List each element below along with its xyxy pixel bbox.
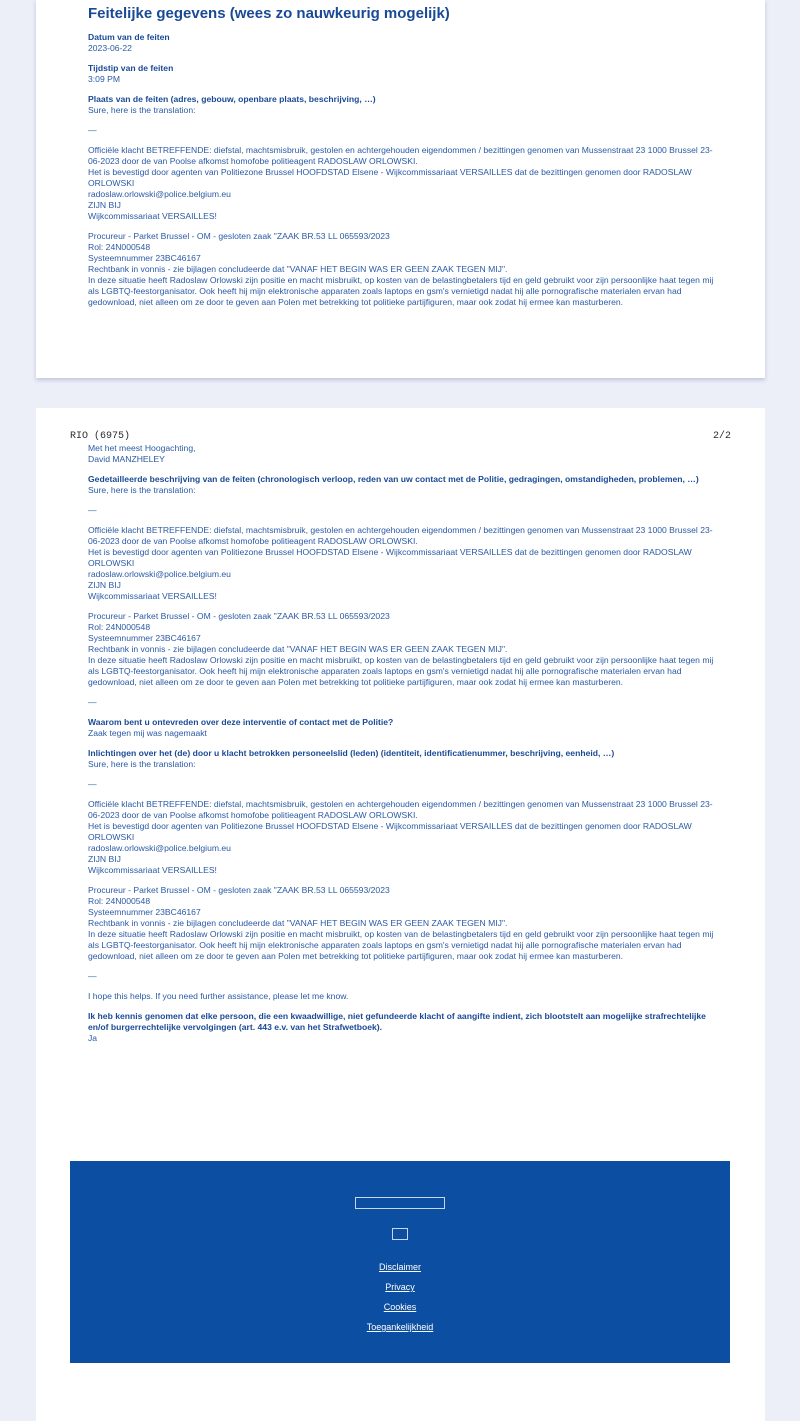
date-label: Datum van de feiten bbox=[88, 32, 170, 42]
acknowledgement-value: Ja bbox=[88, 1033, 98, 1043]
case-details-text: Procureur - Parket Brussel - OM - gesloten zaak "ZAAK BR.53 LL 065593/2023 Rol: 24N000548 Systeemnummer 23BC46167 Rechtbank in vonnis - zie bijlagen concludeerde dat "VANAF HET BEGIN WAS ER GEEN ZAAK TEGEN MIJ". In deze situatie heeft Radoslaw Orlowski zijn positie en macht misbruikt, op kosten van de belastingbetalers tijd en geld gebruikt voor zijn persoonlijke haat tegen mij als LGBTQ-feestorganisator. Ook heeft hij mijn elektronische apparaten zoals laptops en gsm's vernietigd nadat hij alle pornografische materialen ervan had gedownload, niet alleen om ze door te geven aan Polen met betrekking tot politieke partijfiguren, maar ook zodat hij ermee kan masturberen. bbox=[88, 231, 714, 307]
staff-info-intro: Sure, here is the translation: bbox=[88, 759, 196, 769]
acknowledgement-label: Ik heb kennis genomen dat elke persoon, die een kwaadwillige, niet gefundeerde klacht of aangifte indient, zich blootstelt aan mogelijke strafrechtelijke en/of burgerrechtelijke vervolgingen (art. 443 e.v. van het Strafwetboek). bbox=[88, 1011, 706, 1032]
staff-info-label: Inlichtingen over het (de) door u klacht betrokken personeelslid (leden) (identiteit, identificatienummer, beschrijving, eenheid, …) bbox=[88, 748, 615, 758]
page2-content bbox=[88, 443, 720, 1044]
site-footer bbox=[70, 1161, 730, 1363]
footer-image-icon bbox=[392, 1228, 408, 1240]
date-value: 2023-06-22 bbox=[88, 43, 132, 53]
complaint-text: Officiële klacht BETREFFENDE: diefstal, machtsmisbruik, gestolen en achtergehouden eigendommen / bezittingen genomen van Mussenstraat 23 1000 Brussel 23-06-2023 door de van Poolse afkomst homofobe politieagent RADOSLAW ORLOWSKI. Het is bevestigd door agenten van Politiezone Brussel HOOFDSTAD Elsene - Wijkcommissariaat VERSAILLES dat de bezittingen genomen door RADOSLAW ORLOWSKI radoslaw.orlowski@police.belgium.eu ZIJN BIJ Wijkcommissariaat VERSAILLES! bbox=[88, 799, 713, 875]
description-label: Gedetailleerde beschrijving van de feiten (chronologisch verloop, reden van uw contact met de Politie, gedragingen, omstandigheden, problemen, …) bbox=[88, 474, 699, 484]
footer-links bbox=[70, 1257, 730, 1337]
separator-dash: — bbox=[88, 505, 97, 515]
complaint-text: Officiële klacht BETREFFENDE: diefstal, machtsmisbruik, gestolen en achtergehouden eigendommen / bezittingen genomen van Mussenstraat 23 1000 Brussel 23-06-2023 door de van Poolse afkomst homofobe politieagent RADOSLAW ORLOWSKI. Het is bevestigd door agenten van Politiezone Brussel HOOFDSTAD Elsene - Wijkcommissariaat VERSAILLES dat de bezittingen genomen door RADOSLAW ORLOWSKI radoslaw.orlowski@police.belgium.eu ZIJN BIJ Wijkcommissariaat VERSAILLES! bbox=[88, 525, 713, 601]
dissatisfaction-label: Waarom bent u ontevreden over deze interventie of contact met de Politie? bbox=[88, 717, 394, 727]
dissatisfaction-value: Zaak tegen mij was nagemaakt bbox=[88, 728, 207, 738]
case-details-text: Procureur - Parket Brussel - OM - gesloten zaak "ZAAK BR.53 LL 065593/2023 Rol: 24N000548 Systeemnummer 23BC46167 Rechtbank in vonnis - zie bijlagen concludeerde dat "VANAF HET BEGIN WAS ER GEEN ZAAK TEGEN MIJ". In deze situatie heeft Radoslaw Orlowski zijn positie en macht misbruikt, op kosten van de belastingbetalers tijd en geld gebruikt voor zijn persoonlijke haat tegen mij als LGBTQ-feestorganisator. Ook heeft hij mijn elektronische apparaten zoals laptops en gsm's vernietigd nadat hij alle pornografische materialen ervan had gedownload, niet alleen om ze door te geven aan Polen met betrekking tot politieke partijfiguren, maar ook zodat hij ermee kan masturberen. bbox=[88, 611, 714, 687]
reference-number: RIO (6975) bbox=[70, 431, 131, 442]
closing-text: I hope this helps. If you need further assistance, please let me know. bbox=[88, 991, 349, 1001]
section-title: Feitelijke gegevens (wees zo nauwkeurig mogelijk) bbox=[88, 5, 450, 22]
separator-dash: — bbox=[88, 125, 97, 135]
time-value: 3:09 PM bbox=[88, 74, 121, 84]
document-page-1 bbox=[36, 0, 765, 378]
separator-dash: — bbox=[88, 971, 97, 981]
separator-dash: — bbox=[88, 697, 97, 707]
place-label: Plaats van de feiten (adres, gebouw, openbare plaats, beschrijving, …) bbox=[88, 94, 376, 104]
page-number: 2/2 bbox=[712, 431, 731, 442]
privacy-link[interactable]: Privacy bbox=[385, 1282, 415, 1292]
signature: David MANZHELEY bbox=[88, 454, 165, 464]
description-intro: Sure, here is the translation: bbox=[88, 485, 196, 495]
separator-dash: — bbox=[88, 779, 97, 789]
case-details-text: Procureur - Parket Brussel - OM - gesloten zaak "ZAAK BR.53 LL 065593/2023 Rol: 24N000548 Systeemnummer 23BC46167 Rechtbank in vonnis - zie bijlagen concludeerde dat "VANAF HET BEGIN WAS ER GEEN ZAAK TEGEN MIJ". In deze situatie heeft Radoslaw Orlowski zijn positie en macht misbruikt, op kosten van de belastingbetalers tijd en geld gebruikt voor zijn persoonlijke haat tegen mij als LGBTQ-feestorganisator. Ook heeft hij mijn elektronische apparaten zoals laptops en gsm's vernietigd nadat hij alle pornografische materialen ervan had gedownload, niet alleen om ze door te geven aan Polen met betrekking tot politieke partijfiguren, maar ook zodat hij ermee kan masturberen. bbox=[88, 885, 714, 961]
time-label: Tijdstip van de feiten bbox=[88, 63, 174, 73]
place-intro: Sure, here is the translation: bbox=[88, 105, 196, 115]
greeting: Met het meest Hoogachting, bbox=[88, 443, 196, 453]
complaint-text: Officiële klacht BETREFFENDE: diefstal, machtsmisbruik, gestolen en achtergehouden eigendommen / bezittingen genomen van Mussenstraat 23 1000 Brussel 23-06-2023 door de van Poolse afkomst homofobe politieagent RADOSLAW ORLOWSKI. Het is bevestigd door agenten van Politiezone Brussel HOOFDSTAD Elsene - Wijkcommissariaat VERSAILLES dat de bezittingen genomen door RADOSLAW ORLOWSKI radoslaw.orlowski@police.belgium.eu ZIJN BIJ Wijkcommissariaat VERSAILLES! bbox=[88, 145, 713, 221]
cookies-link[interactable]: Cookies bbox=[383, 1302, 417, 1312]
disclaimer-link[interactable]: Disclaimer bbox=[378, 1262, 421, 1272]
footer-logo-placeholder bbox=[355, 1197, 445, 1209]
accessibility-link[interactable]: Toegankelijkheid bbox=[366, 1322, 434, 1332]
page1-content bbox=[88, 5, 720, 308]
